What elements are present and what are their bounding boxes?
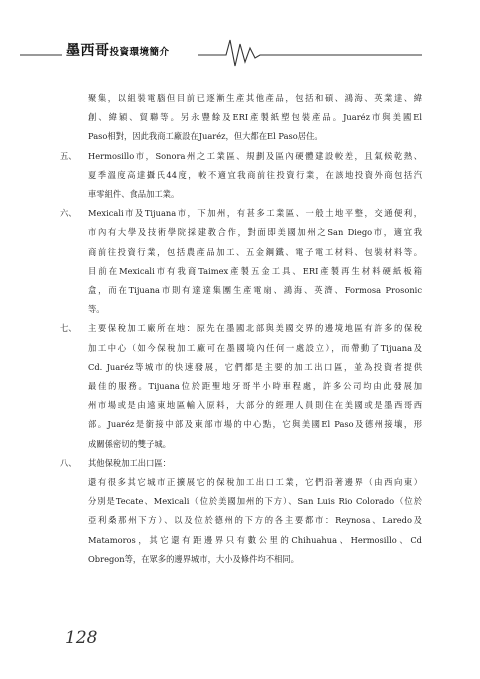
text-line: 目前在Mexicali市有我商Taimex產製五金工具、ERI產製再生材料硬紙板箱 [88,265,422,276]
text-line: 夏季溫度高達攝氏44度，較不適宜我商前往投資行業，在該地投資外商包括汽 [88,169,422,180]
text-line: 聚集，以組裝電腦但目前已逐漸生產其他產品，包括和碩、鴻海、英業達、緯 [88,93,422,103]
text-line: Hermosillo市，Sonora州之工業區、規劃及區內硬體建設較差，且氣候乾熱、 [88,150,422,161]
text-line: Paso相對，因此我商工廠設在Juaréz，但大都在El Paso居住。 [88,131,323,142]
text-line: Cd. Juaréz等城市的快速發展，它們都是主要的加工出口區，並為投資者提供 [88,361,422,372]
title-main: 墨西哥 [66,43,110,59]
title-sub: 投資環境簡介 [109,47,170,58]
list-item-7 [60,319,422,453]
text-line: 部。Juaréz是銜接中部及東部市場的中心點，它與美國El Paso及德州接壤，形 [88,419,422,430]
page-title [66,40,170,60]
list-number: 六、 [60,208,77,219]
text-line: 州市場或是由遠東地區輸入原料，大部分的經理人員則住在美國或是墨西哥西 [88,400,422,411]
text-line: Obregon等，在眾多的邊界城市，大小及條件均不相同。 [88,553,299,564]
page-header [0,30,480,70]
text-line: 加工中心（如今保稅加工廠可在墨國境內任何一處設立），而帶動了Tijuana及 [88,342,422,353]
list-item-8 [60,454,422,569]
text-line: 主要保稅加工廠所在地：原先在墨國北部與美國交界的邊境地區有許多的保稅 [88,323,422,334]
continuation-paragraph [60,89,422,147]
text-line: 其他保稅加工出口區： [88,457,171,468]
text-line: 盒，而在Tijuana市則有達達集團生產電扇、鴻海、英濟、Formosa Prosonic [88,285,422,296]
text-line: 亞利桑那州下方）、以及位於德州的下方的各主要都市：Reynosa、Laredo及 [88,515,422,526]
text-line: 商前往投資行業，包括農產品加工、五金鋼鐵、電子電工材料、包裝材料等。 [88,246,422,257]
list-item-6 [60,204,422,319]
list-number: 七、 [60,323,77,334]
text-line: Matamoros，其它還有距邊界只有數公里的Chihuahua、Hermosillo、Cd [88,534,422,545]
text-line: 分別是Tecate、Mexicali（位於美國加州的下方）、San Luis Rio Colorado（位於 [88,496,422,507]
page-number: 128 [65,628,98,648]
text-line: 還有很多其它城市正擴展它的保稅加工出口工業，它們沿著邊界（由西向東） [88,477,422,488]
text-line: 車零組件、食品加工業。 [88,189,180,200]
list-item-5 [60,147,422,205]
text-line: 成關係密切的雙子城。 [88,438,171,449]
text-line: 市內有大學及技術學院採建教合作，對面即美國加州之San Diego市，適宜我 [88,227,422,238]
document-body [60,89,422,569]
text-line: 最佳的服務。Tijuana位於距聖地牙哥半小時車程處，許多公司均由此發展加 [88,381,422,392]
list-number: 五、 [60,150,77,161]
text-line: Mexicali市及Tijuana市，下加州，有甚多工業區、一般土地平整，交通便利， [88,208,422,219]
text-line: 創、緯穎、貿聯等。另永豐餘及ERI產製紙塑包裝產品。Juaréz市與美國El [88,112,422,123]
list-number: 八、 [60,457,77,468]
text-line: 等。 [88,304,105,315]
